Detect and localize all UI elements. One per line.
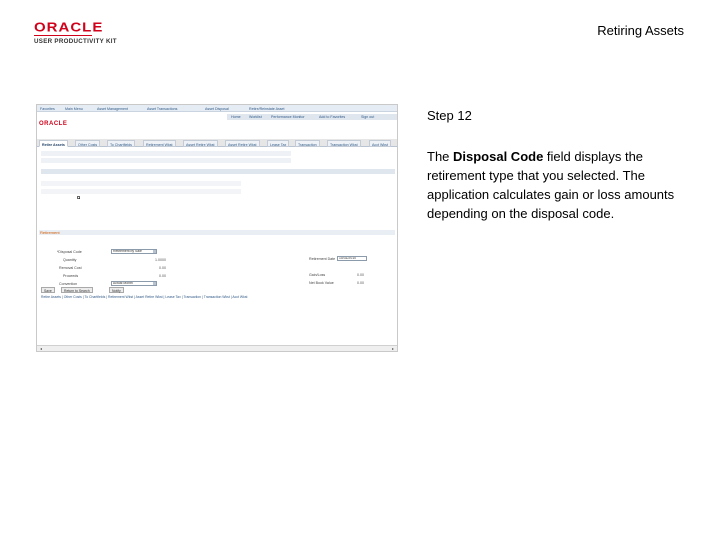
notify-button[interactable]: Notify bbox=[109, 287, 124, 293]
step-description bbox=[427, 147, 697, 223]
breadcrumb-item[interactable]: Asset Transactions bbox=[147, 106, 178, 111]
removal-cost-value: 0.00 bbox=[159, 266, 166, 270]
breadcrumb bbox=[37, 105, 397, 112]
return-to-search-button[interactable]: Return to Search bbox=[61, 287, 93, 293]
tab-other-costs[interactable]: Other Costs bbox=[75, 140, 100, 147]
gain-loss-value: 0.00 bbox=[357, 273, 364, 277]
nav-performance-monitor[interactable]: Performance Monitor bbox=[271, 115, 305, 119]
scroll-right-icon[interactable]: ▸ bbox=[391, 346, 394, 351]
asset-header-row bbox=[41, 158, 291, 163]
tab-to-chartfields[interactable]: To Chartfields bbox=[107, 140, 135, 147]
retirement-date-field[interactable]: 10/31/2010 bbox=[337, 256, 367, 261]
nav-add-favorites[interactable]: Add to Favorites bbox=[319, 115, 346, 119]
proceeds-value: 0.00 bbox=[159, 274, 166, 278]
removal-cost-label: Removal Cost bbox=[59, 266, 82, 270]
nav-worklist[interactable]: Worklist bbox=[249, 115, 262, 119]
nav-sign-out[interactable]: Sign out bbox=[361, 115, 375, 119]
logo-rule bbox=[34, 35, 92, 36]
asset-header-row bbox=[41, 151, 291, 156]
step-label: Step 12 bbox=[427, 108, 472, 123]
retirement-date-label: Retirement Date bbox=[309, 257, 336, 261]
retirement-section-header bbox=[39, 230, 395, 235]
tab-asset-retire-wkst[interactable]: Asset Retire Wkst bbox=[183, 140, 218, 147]
tab-transaction[interactable]: Transaction bbox=[295, 140, 320, 147]
breadcrumb-item[interactable]: Main Menu bbox=[65, 106, 83, 111]
disposal-code-label: *Disposal Code bbox=[57, 250, 82, 254]
tab-asset-retire-wkst-2[interactable]: Asset Retire Wkst bbox=[225, 140, 260, 147]
trigger-checkbox[interactable] bbox=[77, 196, 80, 199]
page-title: Retiring Assets bbox=[597, 23, 684, 38]
app-logo: ORACLE bbox=[39, 121, 68, 127]
quantity-value: 1.0000 bbox=[155, 258, 166, 262]
breadcrumb-item[interactable]: Asset Management bbox=[97, 106, 128, 111]
save-button[interactable]: Save bbox=[41, 287, 55, 293]
tab-acct-wkst[interactable]: Acct Wkst bbox=[369, 140, 391, 147]
book-row bbox=[41, 189, 241, 194]
grid-title-bar bbox=[41, 169, 395, 174]
convention-label: Convention bbox=[59, 282, 78, 286]
step-desc-bold: Disposal Code bbox=[453, 149, 544, 164]
application-screenshot bbox=[36, 104, 398, 352]
breadcrumb-item[interactable]: Retire/Reinstate Asset bbox=[249, 106, 285, 111]
tab-lease-tax[interactable]: Lease Tax bbox=[267, 140, 289, 147]
step-desc-prefix: The bbox=[427, 149, 454, 164]
convention-field[interactable]: Actual Month bbox=[111, 281, 157, 286]
footer-tab-links[interactable]: Retire Assets | Other Costs | To Chartfields | Retirement Wkst | Asset Retire Wkst | Lease Tax | Transaction | Transaction Wkst | Acct Wkst bbox=[41, 295, 248, 299]
quantity-label: Quantity bbox=[63, 258, 77, 262]
step-desc-suffix: field displays the retirement type that you selected. The application calculates gain or loss amounts depending on the disposal code. bbox=[427, 149, 675, 221]
breadcrumb-item[interactable]: Asset Disposal bbox=[205, 106, 229, 111]
book-row bbox=[41, 181, 241, 186]
retirement-section-title: Retirement bbox=[40, 230, 60, 235]
nav-home[interactable]: Home bbox=[231, 115, 241, 119]
tab-transaction-wkst[interactable]: Transaction Wkst bbox=[327, 140, 361, 147]
horizontal-scrollbar[interactable] bbox=[37, 345, 397, 351]
gain-loss-label: Gain/Loss bbox=[309, 273, 326, 277]
breadcrumb-item[interactable]: Favorites bbox=[40, 106, 55, 111]
disposal-code-field[interactable]: Retirement by Sale bbox=[111, 249, 157, 254]
oracle-upk-logo bbox=[34, 22, 126, 50]
net-book-value: 0.00 bbox=[357, 281, 364, 285]
logo-subtitle: USER PRODUCTIVITY KIT bbox=[34, 38, 117, 45]
tab-retire-assets[interactable]: Retire Assets bbox=[39, 140, 68, 147]
scroll-left-icon[interactable]: ◂ bbox=[39, 346, 42, 351]
logo-brand: ORACLE bbox=[34, 20, 104, 35]
proceeds-label: Proceeds bbox=[63, 274, 79, 278]
tab-retirement-wkst[interactable]: Retirement Wkst bbox=[143, 140, 176, 147]
net-book-label: Net Book Value bbox=[309, 281, 334, 285]
